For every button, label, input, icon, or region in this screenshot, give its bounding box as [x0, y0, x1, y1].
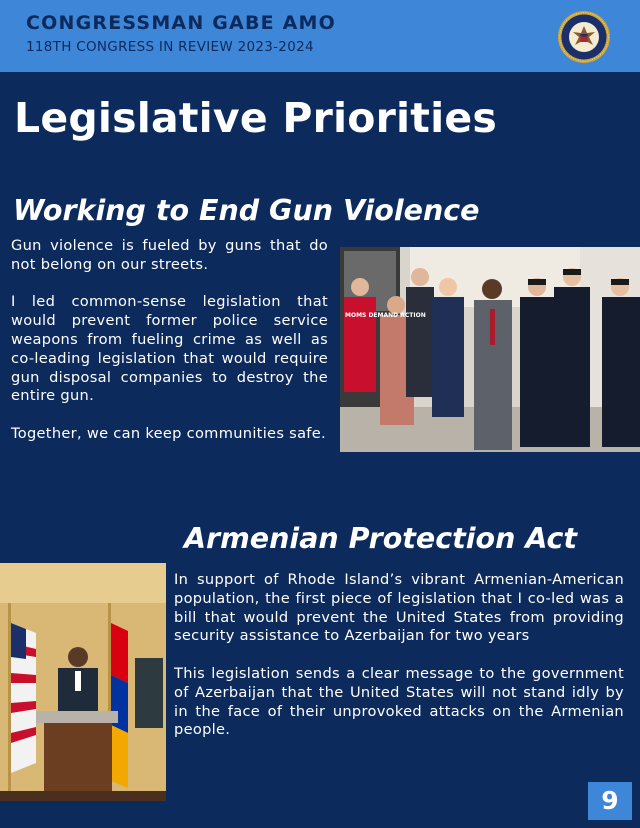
group-photo-gun-violence [340, 247, 640, 452]
paragraph: This legislation sends a clear message to the government of Azerbaijan that the United States will not stand idly by in the face of their unprovoked attacks on the Armenian people. [174, 664, 624, 739]
section-title-armenian: Armenian Protection Act [184, 522, 578, 555]
section-body-gun-violence [11, 237, 328, 444]
podium-photo-illustration [0, 563, 166, 801]
section-body-armenian [174, 571, 624, 740]
page-header [0, 0, 640, 72]
paragraph: I led common-sense legislation that would prevent former police service weapons from fueling crime as well as co-leading legislation that would require gun disposal companies to destroy the entire gun. [11, 293, 328, 405]
us-house-seal-icon [557, 10, 611, 64]
paragraph: Together, we can keep communities safe. [11, 424, 326, 442]
page-title: Legislative Priorities [14, 94, 497, 142]
podium-photo-armenian [0, 563, 166, 801]
paragraph: Gun violence is fueled by guns that do not belong on our streets. [11, 237, 328, 273]
header-name: CONGRESSMAN GABE AMO [26, 12, 336, 34]
page-number: 9 [588, 782, 632, 820]
group-photo-illustration [340, 247, 640, 452]
paragraph: In support of Rhode Island’s vibrant Armenian-American population, the first piece of legislation that I co-led was a bill that would prevent the United States from providing security assistance to Azerbaijan for two years [174, 571, 624, 645]
section-title-gun-violence: Working to End Gun Violence [13, 194, 480, 227]
header-subtitle: 118TH CONGRESS IN REVIEW 2023-2024 [26, 39, 314, 55]
photo-sign-text: MOMS DEMAND ACTION [345, 312, 426, 319]
